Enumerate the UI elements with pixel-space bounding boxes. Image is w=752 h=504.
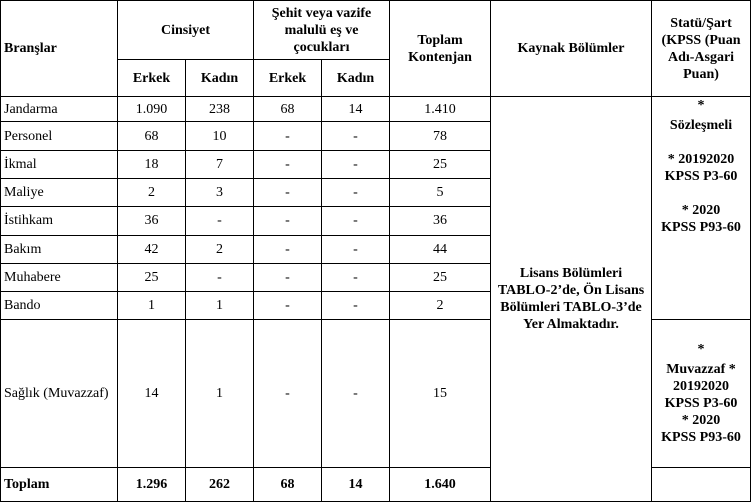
cell-martyr-female: - (322, 178, 390, 206)
cell-martyr-male: - (254, 122, 322, 150)
cell-branch: Muhabere (1, 264, 118, 292)
totals-martyr-female: 14 (322, 467, 390, 501)
status-permanent-line: * 2020 (681, 413, 721, 429)
cell-female: 238 (186, 97, 254, 122)
status-contract-line: * 20192020 (667, 152, 735, 168)
cell-total: 44 (390, 235, 491, 263)
cell-branch: Bando (1, 292, 118, 320)
cell-male: 18 (118, 150, 186, 178)
cell-female: 3 (186, 178, 254, 206)
cell-martyr-female: - (322, 264, 390, 292)
cell-total: 1.410 (390, 97, 491, 122)
status-contract-line: * 2020 (681, 203, 721, 219)
cell-female: - (186, 264, 254, 292)
totals-total: 1.640 (390, 467, 491, 501)
source-departments-note: Lisans Bölümleri TABLO-2’de, Ön Lisans Bölümleri TABLO-3’de Yer Almaktadır. (491, 97, 652, 502)
cell-female: 2 (186, 235, 254, 263)
cell-total: 78 (390, 122, 491, 150)
header-female: Kadın (186, 60, 254, 97)
status-permanent-line: Muvazzaf * 20192020 (666, 362, 736, 395)
totals-male: 1.296 (118, 467, 186, 501)
cell-male: 68 (118, 122, 186, 150)
cell-female: 1 (186, 292, 254, 320)
header-martyr: Şehit veya vazife malulü eş ve çocukları (254, 1, 390, 60)
cell-total: 2 (390, 292, 491, 320)
cell-branch: Sağlık (Muvazzaf) (1, 320, 118, 468)
status-contract-line: KPSS P93-60 (661, 220, 741, 236)
cell-total: 15 (390, 320, 491, 468)
cell-martyr-male: 68 (254, 97, 322, 122)
cell-martyr-male: - (254, 178, 322, 206)
cell-branch: İstihkam (1, 206, 118, 235)
cell-female: 1 (186, 320, 254, 468)
cell-branch: Maliye (1, 178, 118, 206)
cell-female: 7 (186, 150, 254, 178)
cell-martyr-female: 14 (322, 97, 390, 122)
cell-total: 36 (390, 206, 491, 235)
status-contract-line: KPSS P3-60 (664, 169, 738, 185)
cell-martyr-female: - (322, 235, 390, 263)
header-martyr-male: Erkek (254, 60, 322, 97)
status-contract (652, 97, 751, 320)
totals-martyr-male: 68 (254, 467, 322, 501)
cell-martyr-female: - (322, 150, 390, 178)
cell-martyr-male: - (254, 264, 322, 292)
header-status: Statü/Şart (KPSS (Puan Adı-Asgari Puan) (652, 1, 751, 97)
status-permanent-line: * (697, 342, 705, 358)
status-contract-line: * (697, 98, 705, 114)
cell-male: 2 (118, 178, 186, 206)
cell-martyr-female: - (322, 292, 390, 320)
cell-male: 1.090 (118, 97, 186, 122)
cell-total: 25 (390, 150, 491, 178)
status-empty-cell (652, 467, 751, 501)
totals-label: Toplam (1, 467, 118, 501)
cell-male: 1 (118, 292, 186, 320)
cell-male: 25 (118, 264, 186, 292)
cell-branch: Jandarma (1, 97, 118, 122)
status-permanent (652, 320, 751, 468)
cell-branch: Personel (1, 122, 118, 150)
header-branch: Branşlar (1, 1, 118, 97)
cell-martyr-male: - (254, 235, 322, 263)
status-permanent-line: KPSS P93-60 (661, 430, 741, 446)
cell-total: 5 (390, 178, 491, 206)
cell-total: 25 (390, 264, 491, 292)
header-row-1 (1, 1, 751, 60)
cell-martyr-female: - (322, 320, 390, 468)
header-gender: Cinsiyet (118, 1, 254, 60)
header-source-departments: Kaynak Bölümler (491, 1, 652, 97)
cell-female: 10 (186, 122, 254, 150)
cell-martyr-male: - (254, 292, 322, 320)
header-martyr-female: Kadın (322, 60, 390, 97)
header-male: Erkek (118, 60, 186, 97)
cell-male: 36 (118, 206, 186, 235)
cell-martyr-male: - (254, 320, 322, 468)
cell-male: 14 (118, 320, 186, 468)
cell-branch: Bakım (1, 235, 118, 263)
cell-martyr-female: - (322, 122, 390, 150)
cell-female: - (186, 206, 254, 235)
header-total-quota: Toplam Kontenjan (390, 1, 491, 97)
status-permanent-line: KPSS P3-60 (664, 396, 738, 412)
status-contract-line: Sözleşmeli (669, 118, 733, 134)
cell-branch: İkmal (1, 150, 118, 178)
table-row (1, 97, 751, 122)
totals-female: 262 (186, 467, 254, 501)
cell-martyr-male: - (254, 206, 322, 235)
cell-male: 42 (118, 235, 186, 263)
cell-martyr-male: - (254, 150, 322, 178)
cell-martyr-female: - (322, 206, 390, 235)
